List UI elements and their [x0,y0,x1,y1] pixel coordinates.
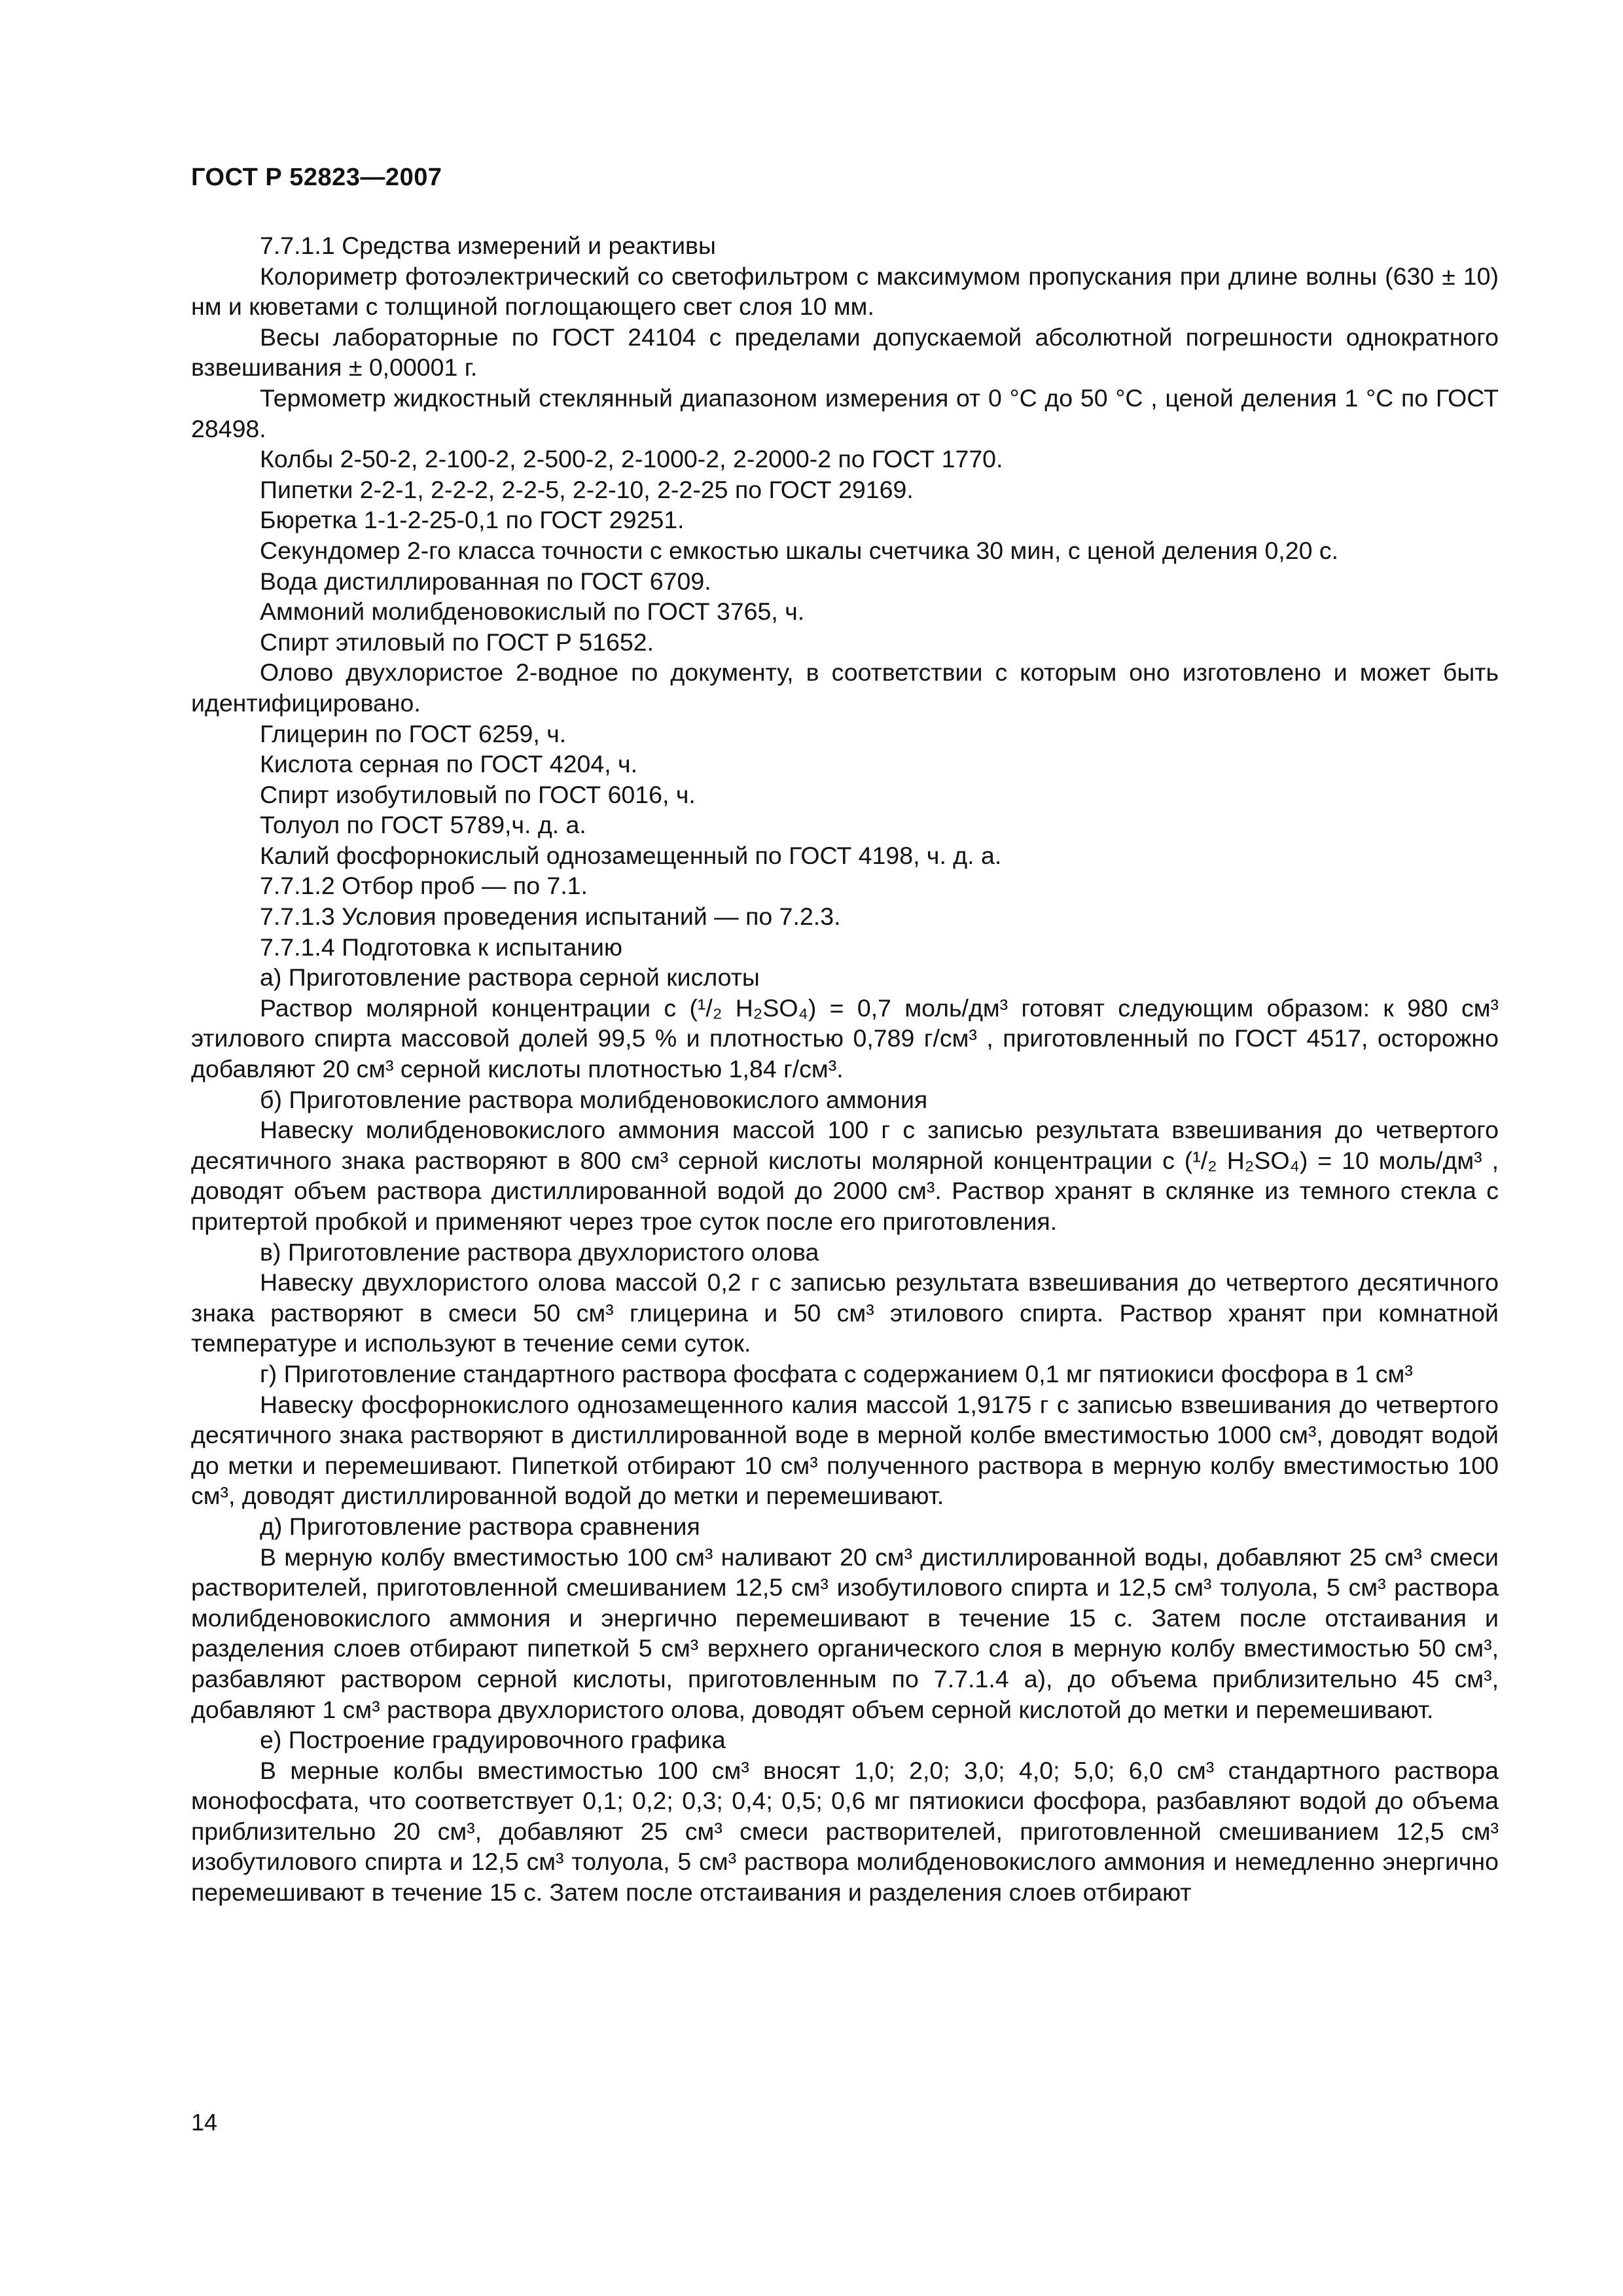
paragraph: Раствор молярной концентрации с (¹/₂ H₂SO₄) = 0,7 моль/дм³ готовят следующим образом: к 980 см³ этилового спирта массовой долей 99,5 % и плотностью 0,789 г/см³ , приготовленный по ГОСТ 4517, осторожно добавляют 20 см³ серной кислоты плотностью 1,84 г/см³. [191,994,1499,1083]
list-item-heading: е) Построение градуировочного графика [260,1726,726,1754]
list-item-heading: б) Приготовление раствора молибденовокислого аммония [260,1085,928,1113]
subsection-heading: 7.7.1.4 Подготовка к испытанию [260,933,623,961]
document-body [191,230,1499,1908]
list-item-heading: а) Приготовление раствора серной кислоты [260,963,760,992]
paragraph: Термометр жидкостный стеклянный диапазоном измерения от 0 °С до 50 °С , ценой деления 1 °С по ГОСТ 28498. [191,384,1499,442]
paragraph: Навеску двухлористого олова массой 0,2 г с записью результата взвешивания до четвертого десятичного знака растворяют в смеси 50 см³ глицерина и 50 см³ этилового спирта. Раствор хранят при комнатной температуре и используют в течение семи суток. [191,1268,1499,1357]
paragraph: Калий фосфорнокислый однозамещенный по ГОСТ 4198, ч. д. а. [260,841,1002,869]
paragraph: Кислота серная по ГОСТ 4204, ч. [260,750,637,778]
document-header: ГОСТ Р 52823—2007 [191,164,442,191]
paragraph: Вода дистиллированная по ГОСТ 6709. [260,567,711,595]
paragraph: Спирт изобутиловый по ГОСТ 6016, ч. [260,780,696,808]
subsection-heading: 7.7.1.2 Отбор проб — по 7.1. [260,872,588,900]
subsection-heading: 7.7.1.1 Средства измерений и реактивы [260,232,716,259]
list-item-heading: в) Приготовление раствора двухлористого олова [260,1238,819,1266]
list-item-heading: г) Приготовление стандартного раствора фосфата с содержанием 0,1 мг пятиокиси фосфора в 1 см³ [260,1359,1413,1388]
list-item-heading: д) Приготовление раствора сравнения [260,1512,700,1540]
paragraph: В мерные колбы вместимостью 100 см³ вносят 1,0; 2,0; 3,0; 4,0; 5,0; 6,0 см³ стандартного раствора монофосфата, что соответствует 0,1; 0,2; 0,3; 0,4; 0,5; 0,6 мг пятиокиси фосфора, разбавляют водой до объема приблизительно 20 см³, добавляют 25 см³ смеси растворителей, приготовленной смешиванием 12,5 см³ изобутилового спирта и 12,5 см³ толуола, 5 см³ раствора молибденовокислого аммония и немедленно энергично перемешивают в течение 15 с. Затем после отстаивания и разделения слоев отбирают [191,1756,1499,1907]
paragraph: В мерную колбу вместимостью 100 см³ наливают 20 см³ дистиллированной воды, добавляют 25 см³ смеси растворителей, приготовленной смешиванием 12,5 см³ изобутилового спирта и 12,5 см³ толуола, 5 см³ раствора молибденовокислого аммония и энергично перемешивают в течение 15 с. Затем после отстаивания и разделения слоев отбирают пипеткой 5 см³ верхнего органического слоя в мерную колбу вместимостью 50 см³, разбавляют раствором серной кислоты, приготовленным по 7.7.1.4 а), до объема приблизительно 45 см³, добавляют 1 см³ раствора двухлористого олова, доводят объем серной кислотой до метки и перемешивают. [191,1543,1499,1723]
paragraph: Аммоний молибденовокислый по ГОСТ 3765, ч. [260,598,805,626]
paragraph: Весы лабораторные по ГОСТ 24104 с пределами допускаемой абсолютной погрешности однократного взвешивания ± 0,00001 г. [191,323,1499,382]
paragraph: Секундомер 2-го класса точности с емкостью шкалы счетчика 30 мин, с ценой деления 0,20 с. [260,536,1339,564]
paragraph: Глицерин по ГОСТ 6259, ч. [260,719,567,747]
paragraph: Пипетки 2-2-1, 2-2-2, 2-2-5, 2-2-10, 2-2-25 по ГОСТ 29169. [260,475,914,503]
paragraph: Толуол по ГОСТ 5789,ч. д. а. [260,811,586,839]
page-number: 14 [191,2109,218,2136]
paragraph: Колориметр фотоэлектрический со светофильтром с максимумом пропускания при длине волны (630 ± 10) нм и кюветами с толщиной поглощающего свет слоя 10 мм. [191,262,1499,321]
paragraph: Навеску молибденовокислого аммония массой 100 г с записью результата взвешивания до четвертого десятичного знака растворяют в 800 см³ серной кислоты молярной концентрации с (¹/₂ H₂SO₄) = 10 моль/дм³ , доводят объем раствора дистиллированной водой до 2000 см³. Раствор хранят в склянке из темного стекла с притертой пробкой и применяют через трое суток после его приготовления. [191,1116,1499,1235]
paragraph: Олово двухлористое 2-водное по документу, в соответствии с которым оно изготовлено и может быть идентифицировано. [191,658,1499,717]
paragraph: Бюретка 1-1-2-25-0,1 по ГОСТ 29251. [260,506,685,534]
paragraph: Навеску фосфорнокислого однозамещенного калия массой 1,9175 г с записью взвешивания до четвертого десятичного знака растворяют в дистиллированной воде в мерной колбе вместимостью 1000 см³, доводят водой до метки и перемешивают. Пипеткой отбирают 10 см³ полученного раствора в мерную колбу вместимостью 100 см³, доводят дистиллированной водой до метки и перемешивают. [191,1390,1499,1510]
paragraph: Колбы 2-50-2, 2-100-2, 2-500-2, 2-1000-2, 2-2000-2 по ГОСТ 1770. [260,445,1003,473]
paragraph: Спирт этиловый по ГОСТ Р 51652. [260,628,654,656]
subsection-heading: 7.7.1.3 Условия проведения испытаний — по 7.2.3. [260,903,841,931]
